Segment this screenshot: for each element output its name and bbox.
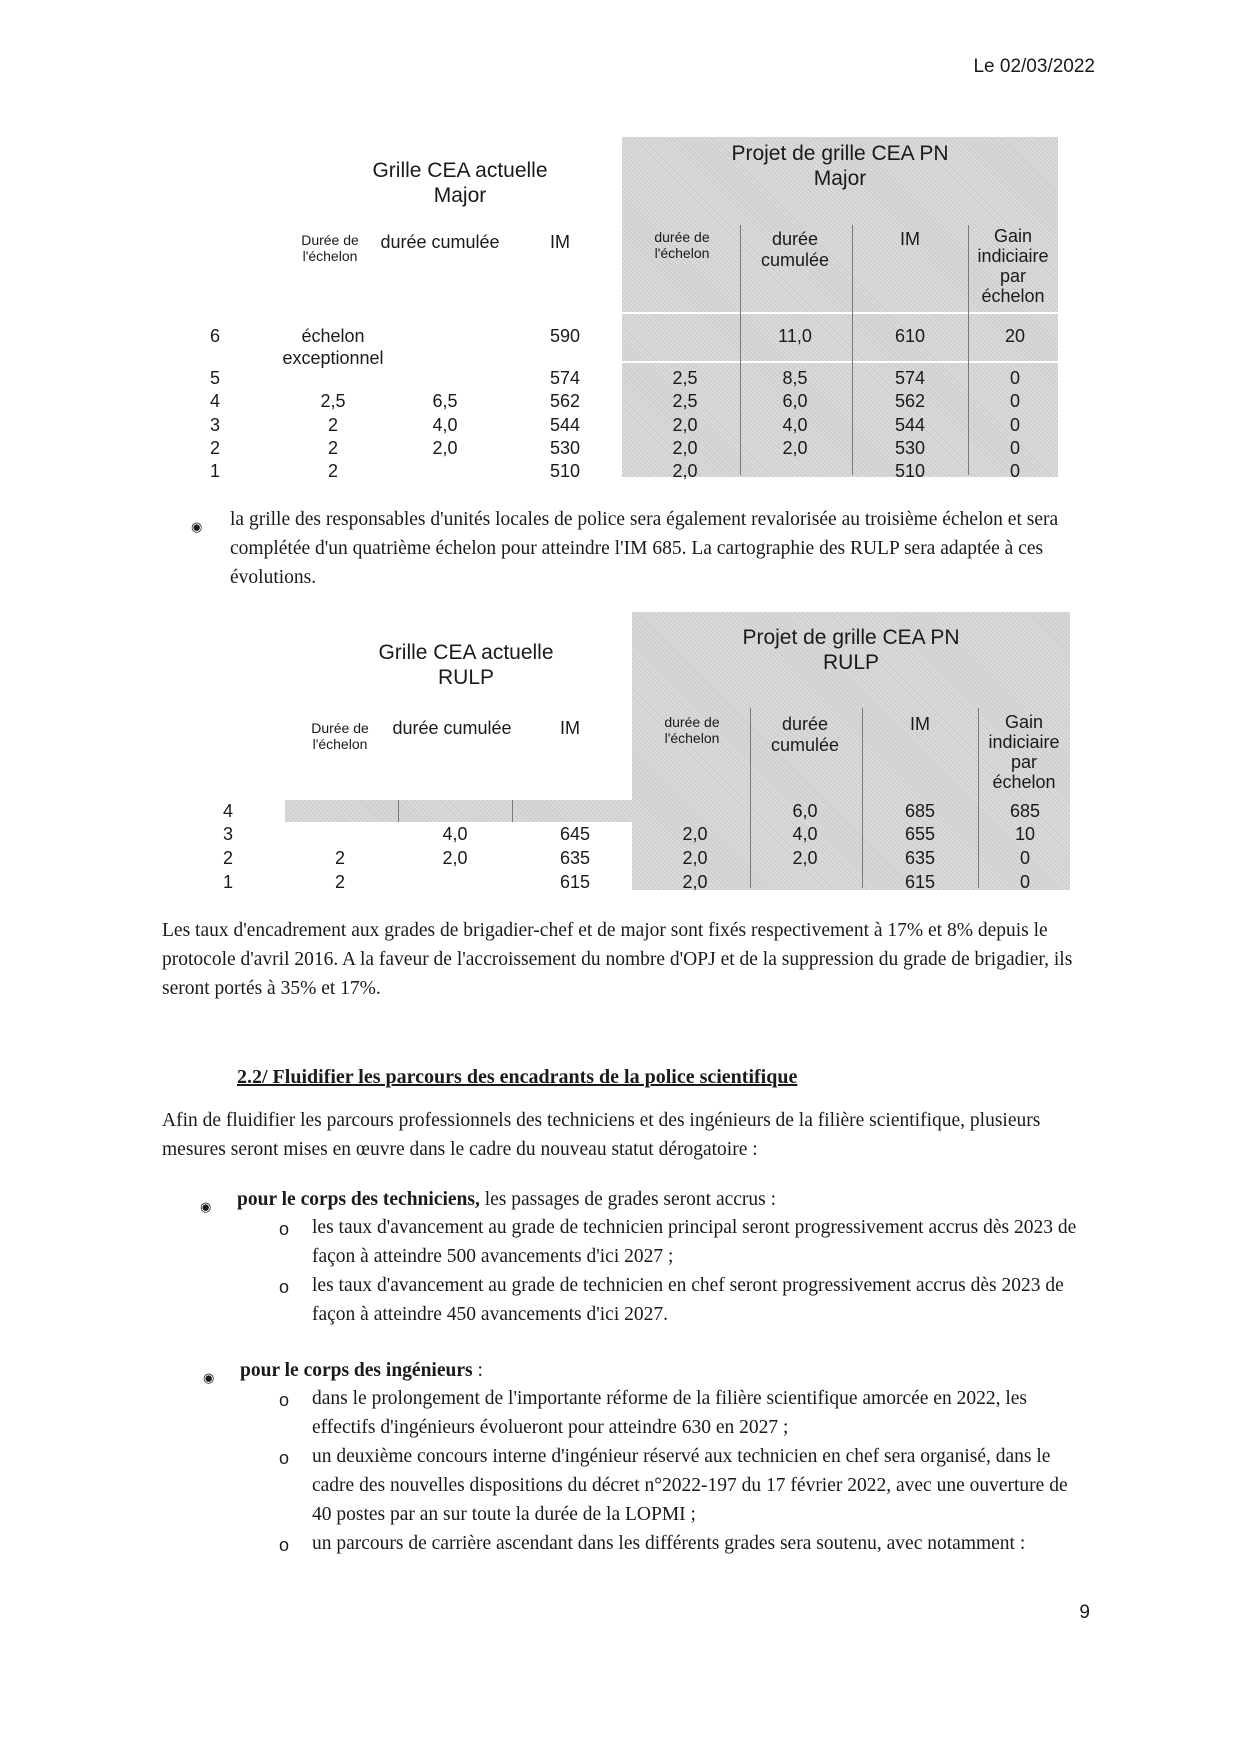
cell-cur-duree: 2 [327,438,338,458]
cell-cur-im: 530 [549,438,581,458]
sub-bullet-icon: o [279,1277,290,1297]
col-header-duree-echelon: Durée de l'échelon [311,720,369,752]
cell-echelon: 4 [209,391,220,411]
cell-echelon: 5 [209,368,220,388]
cell-proj-im: 510 [894,461,926,481]
section-heading: 2.2/ Fluidifier les parcours des encadrants de la police scientifique [237,1066,798,1088]
proj-col-header-duree-cumulee: durée cumulée [770,714,840,755]
proj-col-header-im: IM [900,229,920,249]
proj-col-header-duree-echelon: durée de l'échelon [654,229,710,261]
cell-cur-duree: 2,5 [320,391,346,411]
col-header-duree-cumulee: durée cumulée [380,232,500,252]
sub-bullet-icon: o [279,1390,290,1410]
cell-proj-gain: 10 [1014,824,1036,844]
project-grid-title: Projet de grille CEA PN [742,626,960,649]
cell-cur-im: 645 [559,824,591,844]
cell-proj-im: 562 [894,391,926,411]
paragraph-taux-encadrement: Les taux d'encadrement aux grades de brigadier-chef et de major sont fixés respectivement à 17% et 8% depuis le protocole d'avril 2016. A la faveur de l'accroissement du nombre d'OPJ et de la suppression du grade de brigadier, ils seront portés à 35% et 17%. [162,920,1073,999]
cell-cur-cumul: 4,0 [442,824,468,844]
cell-proj-duree: 2,0 [672,415,698,435]
cell-cur-duree: échelon exceptionnel [282,326,384,368]
cell-cur-cumul: 6,5 [432,391,458,411]
cell-proj-im: 544 [894,415,926,435]
cell-cur-im: 615 [559,872,591,892]
cell-cur-duree: 2 [334,872,345,892]
current-grid-subtitle: RULP [437,666,495,689]
cell-cur-cumul: 2,0 [432,438,458,458]
cell-proj-gain: 0 [1009,438,1020,458]
cell-proj-duree: 2,0 [682,848,708,868]
cell-proj-duree: 2,5 [672,391,698,411]
cell-proj-gain: 0 [1009,415,1020,435]
cell-cur-im: 562 [549,391,581,411]
cell-proj-duree: 2,0 [682,824,708,844]
cell-cur-duree: 2 [327,461,338,481]
cell-proj-gain: 0 [1009,391,1020,411]
sub-bullet-icon: o [279,1535,290,1555]
project-grid-title: Projet de grille CEA PN [731,142,949,165]
project-grid-subtitle: RULP [822,651,880,674]
col-header-duree-echelon: Durée de l'échelon [301,232,359,264]
cell-proj-cumul: 2,0 [792,848,818,868]
bullet-rulp-text: la grille des responsables d'unités locales de police sera également revalorisée au troisième échelon et sera complétée d'un quatrième échelon pour atteindre l'IM 685. La cartographie des RULP sera adaptée à ces évolutions. [230,509,1059,588]
col-header-im: IM [560,718,580,738]
cell-cur-im: 574 [549,368,581,388]
cell-echelon: 3 [222,824,233,844]
cell-proj-im: 685 [904,801,936,821]
cell-proj-gain: 0 [1009,461,1020,481]
cell-proj-cumul: 2,0 [782,438,808,458]
cell-proj-im: 615 [904,872,936,892]
cell-proj-gain: 685 [1009,801,1041,821]
list-item: les taux d'avancement au grade de technicien principal seront progressivement accrus dès 2023 de façon à atteindre 500 avancements d'ici 2027 ; [312,1217,1077,1267]
proj-col-header-gain: Gain indiciaire par échelon [977,226,1049,306]
list-item: dans le prolongement de l'importante réforme de la filière scientifique amorcée en 2022, les effectifs d'ingénieurs évolueront pour atteindre 630 en 2027 ; [312,1388,1027,1438]
list-item: un parcours de carrière ascendant dans les différents grades sera soutenu, avec notamment : [312,1533,1026,1554]
cell-proj-duree: 2,0 [682,872,708,892]
cell-proj-gain: 0 [1019,872,1030,892]
list-item: un deuxième concours interne d'ingénieur réservé aux technicien en chef sera organisé, dans le cadre des nouvelles dispositions du décret n°2022-197 du 17 février 2022, avec une ouverture de 40 postes par an sur toute la durée de la LOPMI ; [312,1446,1068,1525]
current-grid-subtitle: Major [433,184,487,207]
cell-proj-im: 610 [894,326,926,346]
cell-echelon: 6 [209,326,220,346]
document-date: Le 02/03/2022 [973,56,1095,77]
cell-cur-im: 510 [549,461,581,481]
proj-col-header-duree-echelon: durée de l'échelon [664,714,720,746]
current-grid-title: Grille CEA actuelle [372,159,548,182]
cell-proj-cumul: 4,0 [792,824,818,844]
cell-cur-cumul: 4,0 [432,415,458,435]
cell-proj-cumul: 6,0 [782,391,808,411]
cell-cur-im: 590 [549,326,581,346]
cell-echelon: 4 [222,801,233,821]
cell-cur-duree: 2 [334,848,345,868]
col-header-duree-cumulee: durée cumulée [392,718,512,738]
cell-proj-cumul: 4,0 [782,415,808,435]
empty-row-shade [285,800,632,822]
bullet-icon: ◉ [191,519,203,534]
current-grid-title: Grille CEA actuelle [378,641,554,664]
cell-cur-duree: 2 [327,415,338,435]
cell-echelon: 2 [222,848,233,868]
page-number: 9 [1079,1602,1090,1623]
cell-proj-im: 574 [894,368,926,388]
cell-proj-cumul: 6,0 [792,801,818,821]
cell-proj-gain: 20 [1004,326,1026,346]
cell-echelon: 2 [209,438,220,458]
cell-proj-duree: 2,5 [672,368,698,388]
cell-echelon: 3 [209,415,220,435]
proj-col-header-gain: Gain indiciaire par échelon [988,712,1060,792]
cell-proj-im: 530 [894,438,926,458]
cell-proj-gain: 0 [1009,368,1020,388]
col-header-im: IM [550,232,570,252]
cell-proj-im: 655 [904,824,936,844]
cell-proj-cumul: 11,0 [778,326,812,346]
bullet-icon: ◉ [203,1370,215,1385]
bullet-techniciens: pour le corps des techniciens, les passages de grades seront accrus : [237,1189,777,1210]
section-intro: Afin de fluidifier les parcours professionnels des techniciens et des ingénieurs de la filière scientifique, plusieurs mesures seront mises en œuvre dans le cadre du nouveau statut dérogatoire : [162,1110,1041,1160]
bullet-icon: ◉ [200,1199,212,1214]
sub-bullet-icon: o [279,1219,290,1239]
cell-echelon: 1 [209,461,220,481]
cell-proj-cumul: 8,5 [782,368,808,388]
cell-cur-cumul: 2,0 [442,848,468,868]
cell-proj-duree: 2,0 [672,438,698,458]
cell-cur-im: 544 [549,415,581,435]
cell-proj-gain: 0 [1019,848,1030,868]
cell-echelon: 1 [222,872,233,892]
project-grid-subtitle: Major [813,167,867,190]
cell-cur-im: 635 [559,848,591,868]
bullet-ingenieurs: pour le corps des ingénieurs : [240,1360,483,1381]
sub-bullet-icon: o [279,1448,290,1468]
cell-proj-duree: 2,0 [672,461,698,481]
list-item: les taux d'avancement au grade de technicien en chef seront progressivement accrus dès 2023 de façon à atteindre 450 avancements d'ici 2027. [312,1275,1064,1325]
proj-col-header-duree-cumulee: durée cumulée [760,229,830,270]
cell-proj-im: 635 [904,848,936,868]
proj-col-header-im: IM [910,714,930,734]
